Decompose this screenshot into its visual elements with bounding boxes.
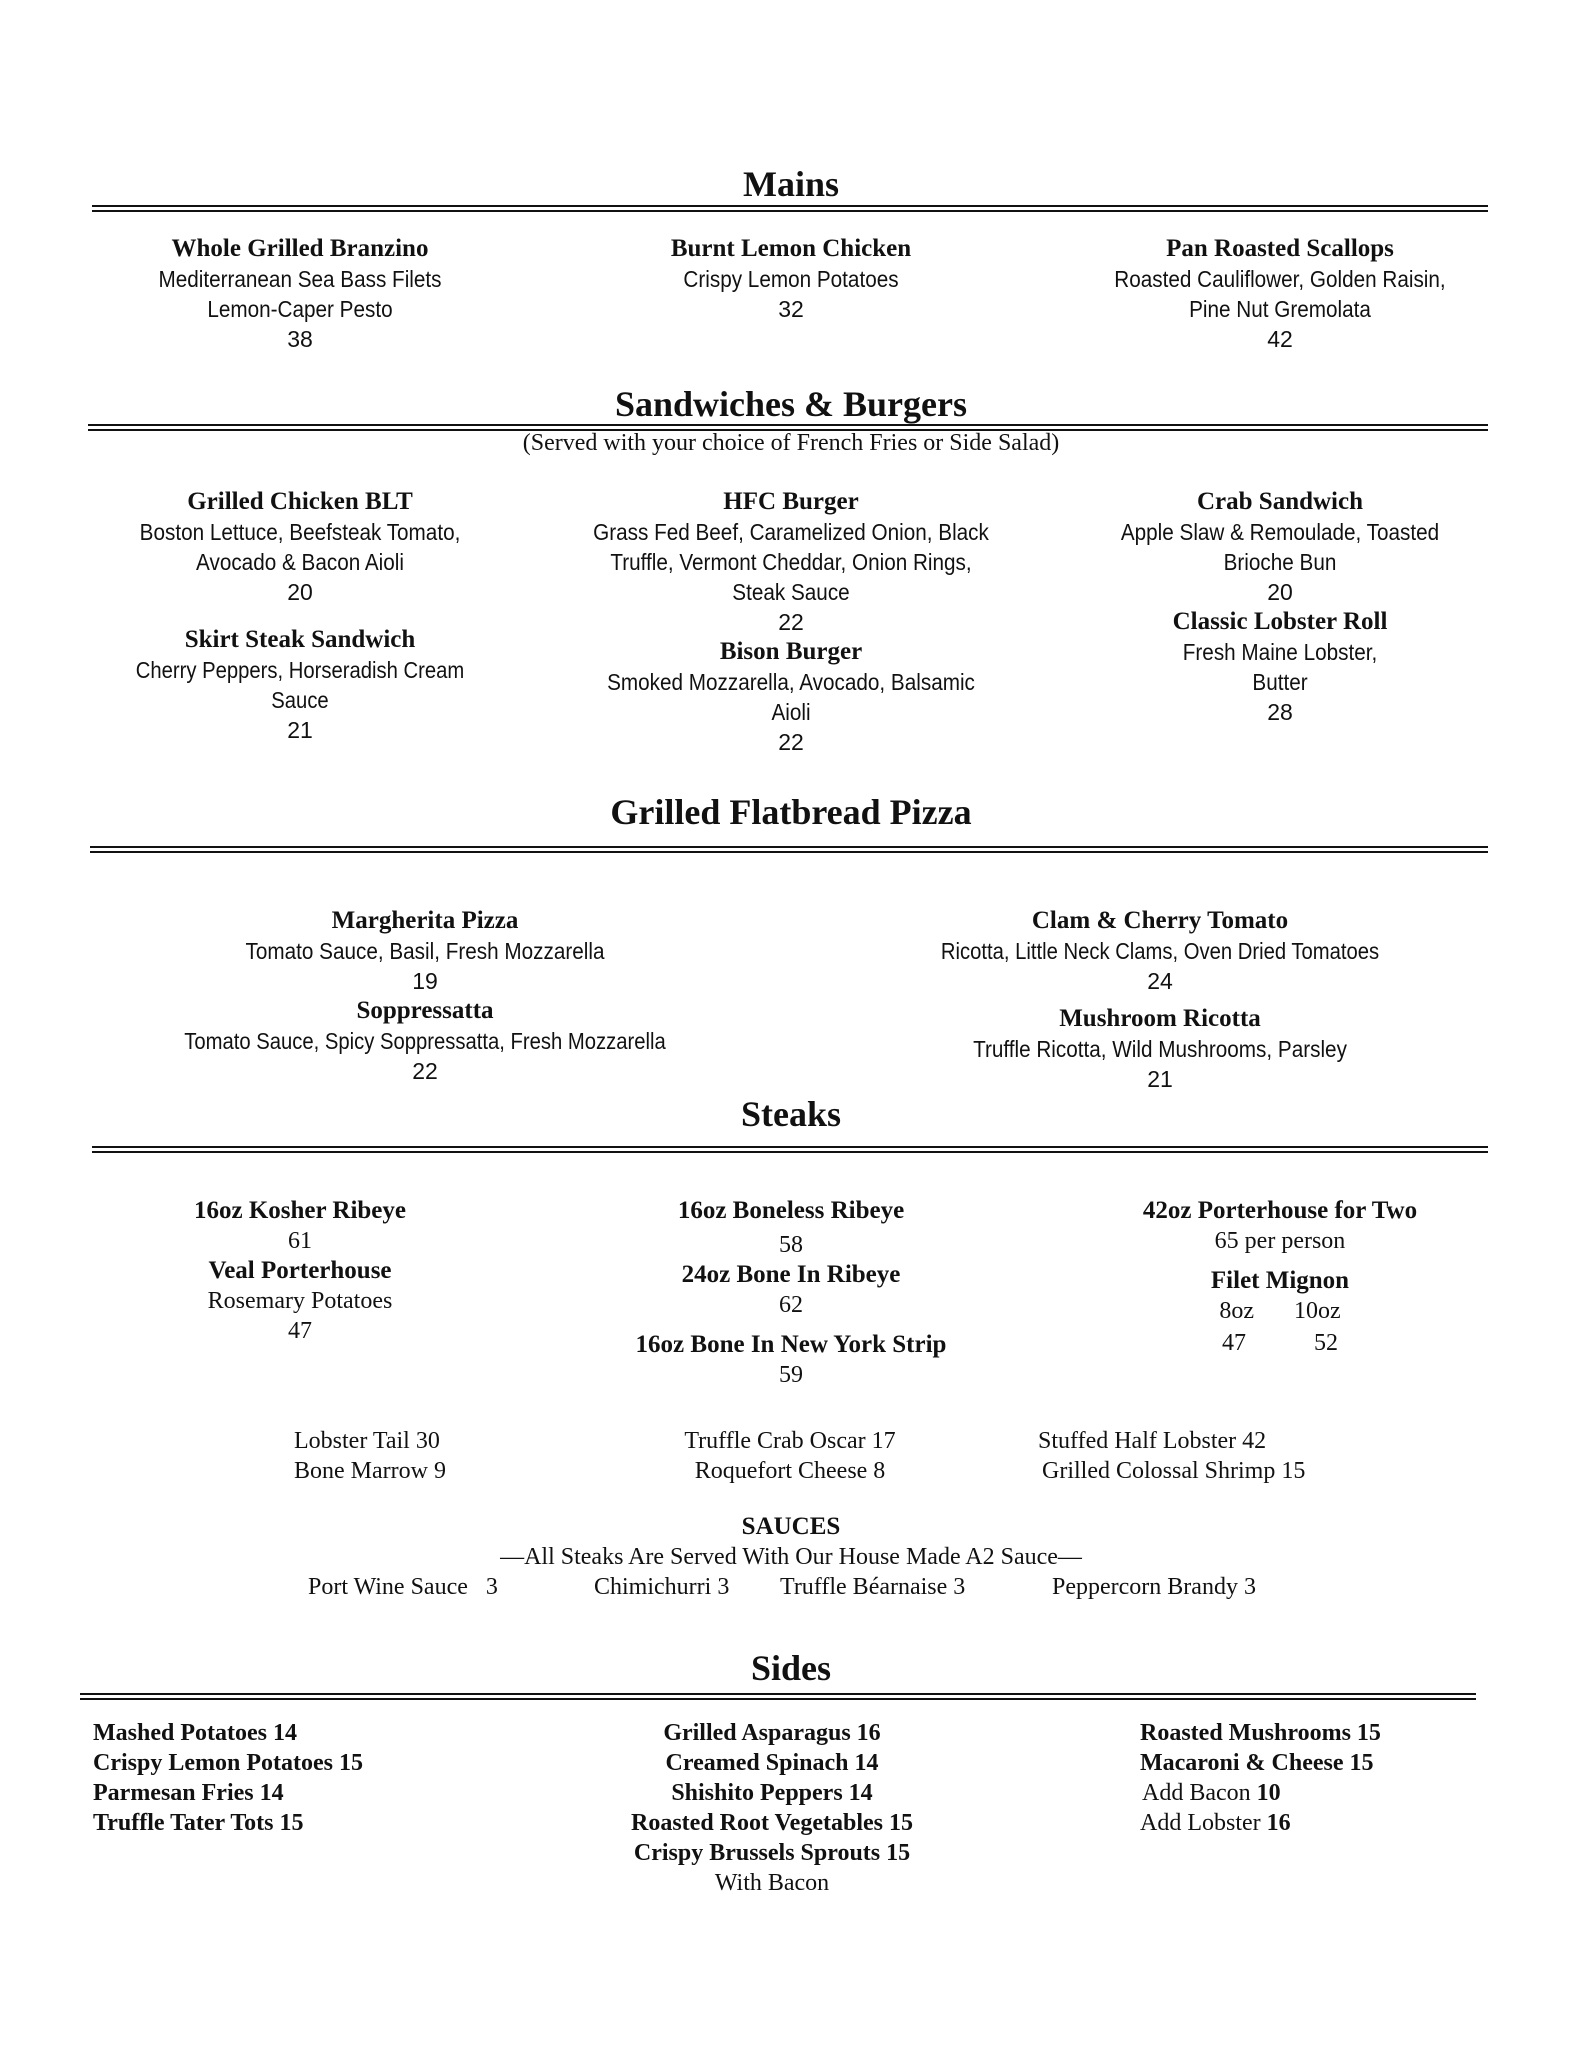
mains-divider — [92, 205, 1488, 212]
item-price: 22 — [778, 729, 804, 755]
side-item: Parmesan Fries 14 — [93, 1780, 284, 1806]
addon-label: Add Lobster — [1140, 1810, 1261, 1836]
item-name: 24oz Bone In Ribeye — [681, 1261, 901, 1288]
item-description: Crispy Lemon Potatoes — [683, 266, 899, 292]
item-description: Ricotta, Little Neck Clams, Oven Dried Tomatoes — [940, 938, 1380, 964]
sides-column-center — [572, 1718, 972, 1898]
side-item: Mashed Potatoes 14 — [93, 1720, 297, 1746]
side-addon-lobster — [1140, 1808, 1381, 1838]
menu-item-branzino — [100, 234, 500, 354]
filet-size-10oz: 10oz — [1294, 1298, 1341, 1324]
item-price: 22 — [778, 609, 804, 635]
sides-column-right — [1140, 1718, 1381, 1838]
addon-price: 10 — [1256, 1780, 1281, 1806]
sandwich-column-center — [561, 487, 1021, 757]
addon-item: Bone Marrow 9 — [294, 1458, 446, 1484]
item-price: 65 per person — [1214, 1228, 1346, 1254]
item-price: 47 — [288, 1318, 312, 1344]
item-price: 28 — [1267, 699, 1293, 725]
side-item: Roasted Mushrooms 15 — [1140, 1720, 1381, 1746]
addon-item: Lobster Tail 30 — [294, 1428, 440, 1454]
item-name: Filet Mignon — [1210, 1267, 1350, 1294]
side-item: Crispy Brussels Sprouts 15 — [633, 1840, 911, 1866]
steak-addons-right — [1038, 1426, 1305, 1486]
side-item: Crispy Lemon Potatoes 15 — [93, 1750, 363, 1776]
filet-sizes — [1070, 1296, 1490, 1326]
item-name: Margherita Pizza — [331, 907, 519, 934]
sides-column-left — [93, 1718, 363, 1838]
item-price: 42 — [1267, 326, 1293, 352]
filet-size-8oz: 8oz — [1219, 1298, 1254, 1324]
addon-item: Roquefort Cheese 8 — [694, 1458, 886, 1484]
pizza-column-right — [880, 906, 1440, 1094]
steak-column-center — [591, 1196, 991, 1390]
item-description: Truffle, Vermont Cheddar, Onion Rings, — [610, 549, 972, 575]
item-name: Whole Grilled Branzino — [171, 235, 429, 262]
item-name: Burnt Lemon Chicken — [670, 235, 912, 262]
side-addon-bacon — [1140, 1778, 1381, 1808]
item-price: 19 — [412, 968, 438, 994]
item-description: Grass Fed Beef, Caramelized Onion, Black — [593, 519, 989, 545]
side-item: Creamed Spinach 14 — [665, 1750, 879, 1776]
item-price: 59 — [779, 1362, 803, 1388]
item-name: Skirt Steak Sandwich — [184, 626, 416, 653]
item-name: Mushroom Ricotta — [1059, 1005, 1261, 1032]
menu-item-lemon-chicken — [591, 234, 991, 324]
filet-price-10oz: 52 — [1314, 1330, 1338, 1356]
item-name: Pan Roasted Scallops — [1166, 235, 1394, 262]
item-price: 21 — [1147, 1066, 1173, 1092]
item-description: Roasted Cauliflower, Golden Raisin, — [1114, 266, 1446, 292]
side-item: Grilled Asparagus 16 — [663, 1720, 881, 1746]
item-description: Lemon-Caper Pesto — [207, 296, 393, 322]
steak-addons-center — [590, 1426, 990, 1486]
item-price: 38 — [287, 326, 313, 352]
side-item: Truffle Tater Tots 15 — [93, 1810, 304, 1836]
item-name: Crab Sandwich — [1196, 488, 1363, 515]
addon-label: Add Bacon — [1142, 1780, 1251, 1806]
sauces-title: SAUCES — [741, 1513, 841, 1540]
sauce-port-wine: Port Wine Sauce 3 — [308, 1574, 498, 1600]
steak-column-right — [1070, 1196, 1490, 1358]
menu-item-scallops — [1070, 234, 1490, 354]
item-price: 22 — [412, 1058, 438, 1084]
sides-divider — [80, 1693, 1476, 1700]
item-name: Veal Porterhouse — [208, 1257, 392, 1284]
item-name: HFC Burger — [723, 488, 859, 515]
steak-column-left — [100, 1196, 500, 1346]
item-name: 16oz Bone In New York Strip — [635, 1331, 947, 1358]
item-description: Pine Nut Gremolata — [1189, 296, 1371, 322]
addon-item: Stuffed Half Lobster 42 — [1038, 1428, 1267, 1454]
item-name: 16oz Kosher Ribeye — [193, 1197, 406, 1224]
item-price: 61 — [288, 1228, 312, 1254]
addon-item: Grilled Colossal Shrimp 15 — [1042, 1458, 1306, 1484]
item-name: 42oz Porterhouse for Two — [1142, 1197, 1418, 1224]
item-price: 21 — [287, 717, 313, 743]
pizza-title: Grilled Flatbread Pizza — [610, 792, 972, 832]
side-item: Shishito Peppers 14 — [671, 1780, 873, 1806]
item-description: Boston Lettuce, Beefsteak Tomato, — [139, 519, 461, 545]
item-name: Classic Lobster Roll — [1172, 608, 1388, 635]
sauces-note: —All Steaks Are Served With Our House Made A2 Sauce— — [500, 1544, 1082, 1570]
mains-title: Mains — [742, 164, 839, 204]
item-description: Rosemary Potatoes — [207, 1288, 393, 1314]
item-price: 20 — [287, 579, 313, 605]
filet-price-8oz: 47 — [1222, 1330, 1246, 1356]
steaks-divider — [92, 1146, 1488, 1153]
addon-price: 16 — [1266, 1810, 1291, 1836]
item-price: 62 — [779, 1292, 803, 1318]
addon-item: Truffle Crab Oscar 17 — [684, 1428, 896, 1454]
sauce-bearnaise: Truffle Béarnaise 3 — [780, 1574, 966, 1600]
side-note: With Bacon — [714, 1870, 830, 1896]
item-price: 58 — [779, 1232, 803, 1258]
side-item: Roasted Root Vegetables 15 — [631, 1810, 913, 1836]
item-description: Fresh Maine Lobster, — [1182, 639, 1378, 665]
sauce-peppercorn: Peppercorn Brandy 3 — [1052, 1574, 1256, 1600]
item-description: Cherry Peppers, Horseradish Cream Sauce — [135, 657, 465, 713]
sandwich-column-left — [80, 487, 520, 745]
filet-prices — [1070, 1328, 1490, 1358]
item-description: Brioche Bun — [1223, 549, 1337, 575]
sandwiches-subtitle: (Served with your choice of French Fries or Side Salad) — [522, 430, 1060, 456]
item-name: Clam & Cherry Tomato — [1031, 907, 1289, 934]
item-price: 20 — [1267, 579, 1293, 605]
sandwiches-title: Sandwiches & Burgers — [614, 384, 968, 424]
item-description: Truffle Ricotta, Wild Mushrooms, Parsley — [973, 1036, 1347, 1062]
item-description: Tomato Sauce, Spicy Soppressatta, Fresh Mozzarella — [184, 1028, 666, 1054]
pizza-divider — [90, 846, 1488, 853]
item-description: Avocado & Bacon Aioli — [196, 549, 404, 575]
item-description: Aioli — [771, 699, 811, 725]
sandwich-column-right — [1070, 487, 1490, 727]
steaks-title: Steaks — [740, 1094, 842, 1134]
item-name: Bison Burger — [719, 638, 863, 665]
side-item: Macaroni & Cheese 15 — [1140, 1750, 1374, 1776]
item-price: 32 — [778, 296, 804, 322]
item-description: Butter — [1252, 669, 1308, 695]
item-name: 16oz Boneless Ribeye — [677, 1197, 905, 1224]
item-description: Steak Sauce — [732, 579, 850, 605]
item-description: Smoked Mozzarella, Avocado, Balsamic — [607, 669, 975, 695]
item-name: Grilled Chicken BLT — [187, 488, 413, 515]
steak-addons-left — [294, 1426, 446, 1486]
item-description: Mediterranean Sea Bass Filets — [158, 266, 442, 292]
item-price: 24 — [1147, 968, 1173, 994]
pizza-column-left — [140, 906, 710, 1086]
sides-title: Sides — [750, 1648, 832, 1688]
sauce-chimichurri: Chimichurri 3 — [594, 1574, 730, 1600]
item-description: Apple Slaw & Remoulade, Toasted — [1120, 519, 1440, 545]
item-description: Tomato Sauce, Basil, Fresh Mozzarella — [245, 938, 605, 964]
item-name: Soppressatta — [356, 997, 494, 1024]
